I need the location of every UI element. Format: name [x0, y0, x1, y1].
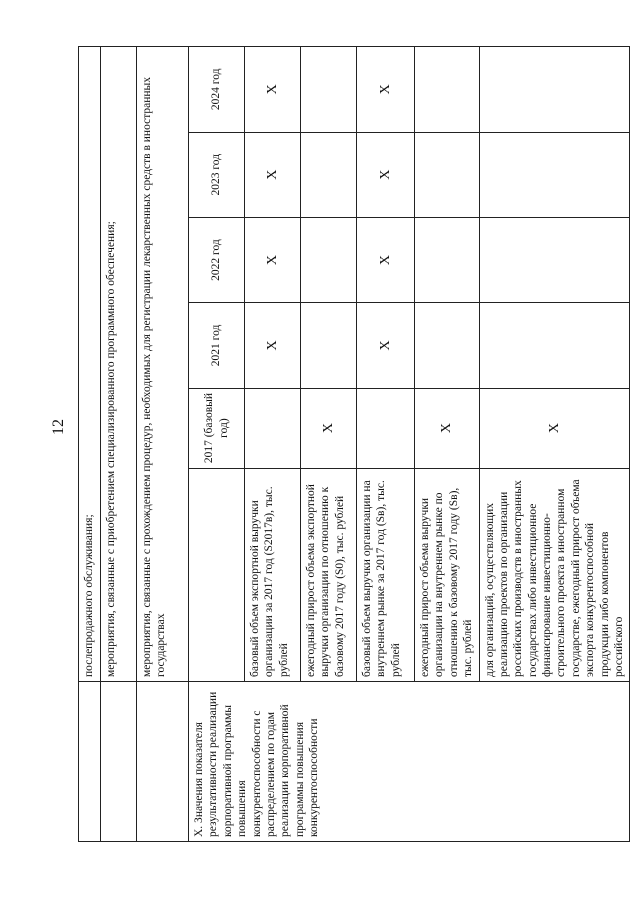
mark-cell: X — [415, 388, 480, 468]
intro-row-3 — [137, 47, 189, 842]
year-header: 2024 год — [189, 47, 245, 133]
row-label: для организаций, осуществляющих реализацию проектов по организации российских производств в иностранных государствах либо инвестиционное финансирование инвестиционно-строительного проекта в иностранном государстве, ежегодный прирост объема экспорта конкурентоспособной продукции либо компонентов российского — [479, 468, 630, 681]
page-number: 12 — [50, 419, 67, 435]
mark-cell — [245, 388, 301, 468]
row-label: базовый объем экспортной выручки организации за 2017 год (S2017в), тыс. рублей — [245, 468, 301, 681]
rotated-table-container — [78, 46, 625, 842]
row-label: ежегодный прирост объема экспортной выручки организации по отношению к базовому 2017 году (S0), тыс. рублей — [301, 468, 357, 681]
mark-cell — [301, 217, 357, 302]
year-header: 2022 год — [189, 217, 245, 302]
row-label: базовый объем выручки организации на внутреннем рынке за 2017 год (Sв), тыс. рублей — [357, 468, 415, 681]
header-row — [189, 47, 245, 842]
intro-row-1 — [79, 47, 101, 842]
section-title: X. Значения показателя результативности реализации корпоративной программы повышения конкурентоспособности с распределением по годам реализации корпоративной программы повышения конкурентоспособности — [189, 681, 630, 841]
mark-cell: X — [357, 303, 415, 388]
empty-cell — [79, 681, 101, 841]
mark-cell — [479, 303, 630, 388]
mark-cell — [415, 132, 480, 217]
header-empty-cell — [189, 468, 245, 681]
empty-cell — [101, 681, 137, 841]
year-header: 2017 (базовый год) — [189, 388, 245, 468]
mark-cell — [301, 132, 357, 217]
mark-cell — [357, 388, 415, 468]
mark-cell — [415, 47, 480, 133]
mark-cell: X — [357, 47, 415, 133]
mark-cell: X — [245, 47, 301, 133]
mark-cell — [415, 217, 480, 302]
mark-cell — [479, 47, 630, 133]
intro-text: мероприятия, связанные с приобретением специализированного программного обеспечения; — [101, 47, 137, 682]
year-header: 2021 год — [189, 303, 245, 388]
mark-cell — [479, 217, 630, 302]
mark-cell — [301, 303, 357, 388]
mark-cell — [479, 132, 630, 217]
intro-text: мероприятия, связанные с прохождением процедур, необходимых для регистрации лекарственных средств в иностранных государствах — [137, 47, 189, 682]
mark-cell: X — [245, 132, 301, 217]
intro-row-2 — [101, 47, 137, 842]
mark-cell — [415, 303, 480, 388]
year-header: 2023 год — [189, 132, 245, 217]
mark-cell: X — [357, 217, 415, 302]
row-label: ежегодный прирост объема выручки организации на внутреннем рынке по отношению к базовому 2017 году (Sв), тыс. рублей — [415, 468, 480, 681]
mark-cell: X — [245, 217, 301, 302]
mark-cell: X — [245, 303, 301, 388]
mark-cell: X — [301, 388, 357, 468]
empty-cell — [137, 681, 189, 841]
mark-cell: X — [357, 132, 415, 217]
intro-text: послепродажного обслуживания; — [79, 47, 101, 682]
results-table — [78, 46, 630, 842]
mark-cell — [301, 47, 357, 133]
mark-cell: X — [479, 388, 630, 468]
